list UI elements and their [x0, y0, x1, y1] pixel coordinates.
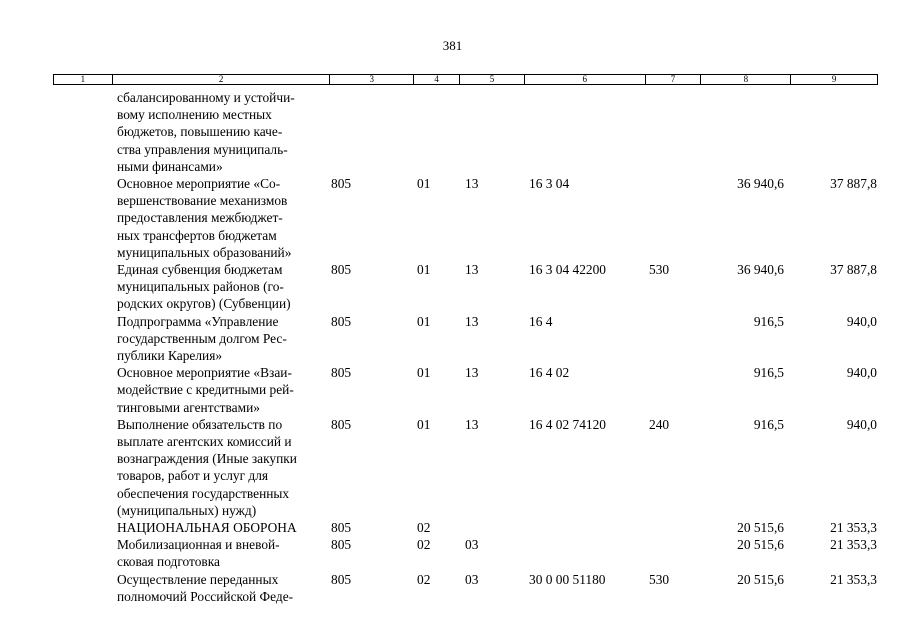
row-name-line: тинговыми агентствами»: [117, 399, 260, 415]
cell-c8: 36 940,6: [737, 262, 784, 278]
cell-c4: 01: [417, 416, 431, 432]
column-header-6: 6: [524, 75, 645, 84]
cell-c3: 805: [331, 176, 352, 192]
table-row: [0, 416, 905, 519]
cell-c9: 21 353,3: [830, 537, 877, 553]
cell-c3: 805: [331, 313, 352, 329]
row-name-line: муниципальных районов (го-: [117, 279, 284, 295]
row-name-line: модействие с кредитными рей-: [117, 382, 294, 398]
page-number: 381: [442, 38, 463, 53]
cell-c9: 940,0: [846, 365, 877, 381]
row-name-line: товаров, работ и услуг для: [117, 468, 269, 484]
cell-c6: 16 3 04 42200: [529, 262, 606, 278]
table-row: [0, 89, 905, 175]
table-row: [0, 519, 905, 536]
cell-c8: 20 515,6: [737, 520, 784, 536]
column-header-8: 8: [700, 75, 790, 84]
cell-c3: 805: [331, 537, 352, 553]
column-header-5: 5: [459, 75, 524, 84]
row-name-line: Мобилизационная и вневой-: [117, 537, 280, 553]
cell-c9: 21 353,3: [830, 520, 877, 536]
row-name-line: вершенствование механизмов: [117, 193, 288, 209]
cell-c5: 03: [465, 537, 479, 553]
row-name-line: Осуществление переданных: [117, 571, 279, 587]
cell-c4: 02: [417, 537, 431, 553]
column-header-2: 2: [112, 75, 329, 84]
table-row: [0, 571, 905, 605]
cell-c3: 805: [331, 365, 352, 381]
row-name-line: Выполнение обязательств по: [117, 416, 283, 432]
table-row: [0, 364, 905, 416]
cell-c8: 20 515,6: [737, 537, 784, 553]
table-row: [0, 313, 905, 365]
row-name-line: вознаграждения (Иные закупки: [117, 451, 297, 467]
cell-c3: 805: [331, 571, 352, 587]
row-name-line: бюджетов, повышению каче-: [117, 124, 283, 140]
row-name: [117, 175, 327, 261]
cell-c9: 940,0: [846, 313, 877, 329]
row-name-line: Основное мероприятие «Со-: [117, 176, 281, 192]
row-name-line: сковая подготовка: [117, 554, 220, 570]
row-name-line: ства управления муниципаль-: [117, 141, 288, 157]
cell-c4: 01: [417, 262, 431, 278]
row-name-line: НАЦИОНАЛЬНАЯ ОБОРОНА: [117, 520, 297, 536]
column-header-7: 7: [645, 75, 701, 84]
cell-c8: 916,5: [753, 365, 784, 381]
row-name-line: выплате агентских комиссий и: [117, 434, 292, 450]
cell-c6: 16 4 02: [529, 365, 570, 381]
cell-c5: 03: [465, 571, 479, 587]
row-name: [117, 364, 327, 416]
row-name-line: полномочий Российской Феде-: [117, 588, 294, 604]
cell-c9: 37 887,8: [830, 176, 877, 192]
cell-c6: 30 0 00 51180: [529, 571, 606, 587]
cell-c9: 940,0: [846, 416, 877, 432]
row-name-line: муниципальных образований»: [117, 244, 292, 260]
column-header-9: 9: [790, 75, 877, 84]
row-name: [117, 261, 327, 313]
row-name: [117, 313, 327, 365]
cell-c9: 21 353,3: [830, 571, 877, 587]
cell-c7: 530: [649, 571, 670, 587]
row-name-line: родских округов) (Субвенции): [117, 296, 291, 312]
cell-c3: 805: [331, 520, 352, 536]
cell-c3: 805: [331, 262, 352, 278]
cell-c6: 16 3 04: [529, 176, 570, 192]
row-name-line: государственным долгом Рес-: [117, 330, 287, 346]
cell-c5: 13: [465, 365, 479, 381]
row-name-line: предоставления межбюджет-: [117, 210, 283, 226]
row-name: [117, 519, 327, 536]
row-name: [117, 536, 327, 570]
cell-c4: 02: [417, 520, 431, 536]
cell-c5: 13: [465, 262, 479, 278]
cell-c4: 01: [417, 176, 431, 192]
row-name-line: ных трансфертов бюджетам: [117, 227, 277, 243]
row-name-line: (муниципальных) нужд): [117, 502, 257, 518]
row-name-line: вому исполнению местных: [117, 107, 272, 123]
cell-c6: 16 4: [529, 313, 553, 329]
cell-c7: 530: [649, 262, 670, 278]
cell-c8: 916,5: [753, 416, 784, 432]
row-name-line: Подпрограмма «Управление: [117, 313, 279, 329]
row-name-line: обеспечения государственных: [117, 485, 290, 501]
column-header-4: 4: [413, 75, 459, 84]
cell-c6: 16 4 02 74120: [529, 416, 606, 432]
cell-c9: 37 887,8: [830, 262, 877, 278]
row-name-line: ными финансами»: [117, 158, 223, 174]
cell-c4: 02: [417, 571, 431, 587]
cell-c5: 13: [465, 176, 479, 192]
row-name-line: публики Карелия»: [117, 348, 223, 364]
row-name: [117, 416, 327, 519]
table-header: [53, 74, 878, 85]
cell-c4: 01: [417, 313, 431, 329]
cell-c5: 13: [465, 416, 479, 432]
row-name-line: сбалансированному и устойчи-: [117, 90, 295, 105]
cell-c8: 916,5: [753, 313, 784, 329]
cell-c7: 240: [649, 416, 670, 432]
table-row: [0, 536, 905, 570]
column-header-1: 1: [80, 74, 86, 84]
table-row: [0, 175, 905, 261]
cell-c3: 805: [331, 416, 352, 432]
cell-c4: 01: [417, 365, 431, 381]
table-row: [0, 261, 905, 313]
row-name: [117, 89, 327, 175]
cell-c8: 20 515,6: [737, 571, 784, 587]
row-name-line: Основное мероприятие «Взаи-: [117, 365, 292, 381]
cell-c8: 36 940,6: [737, 176, 784, 192]
table-body: [0, 89, 905, 605]
row-name: [117, 571, 327, 605]
cell-c5: 13: [465, 313, 479, 329]
row-name-line: Единая субвенция бюджетам: [117, 262, 283, 278]
column-header-3: 3: [329, 75, 413, 84]
